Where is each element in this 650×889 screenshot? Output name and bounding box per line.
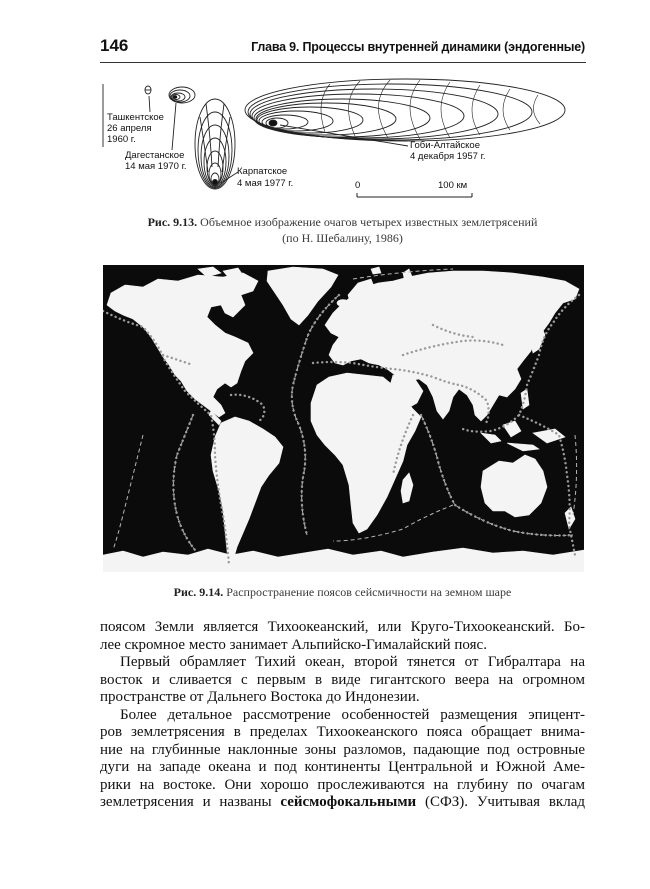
leader-line xyxy=(149,96,150,112)
label-gobi-altai xyxy=(410,140,486,162)
focus-gobi-altai xyxy=(245,79,565,141)
caption-label: Рис. 9.14. xyxy=(173,585,224,599)
text-fragment: землетрясения и названы xyxy=(100,794,281,810)
text-line: дуги на западе океана и под континенты Центральной и Южной Аме- xyxy=(100,759,585,775)
figure-9-13 xyxy=(100,72,585,202)
earthquake-foci-drawing xyxy=(100,72,585,202)
leader-line xyxy=(172,103,176,150)
scale-zero-label: 0 xyxy=(355,180,361,191)
focus-vertical xyxy=(195,99,235,189)
label-line: Ташкентское xyxy=(107,112,164,123)
body-text xyxy=(100,619,585,812)
text-line: поясом Земли является Тихоокеанский, или Круго-Тихоокеанский. Бо- xyxy=(100,619,585,635)
page-number: 146 xyxy=(100,36,129,55)
text-fragment: (СФЗ). Учитывая вклад xyxy=(416,794,585,810)
label-line: 26 апреля xyxy=(107,123,152,134)
text-line: ров землетрясения в пределах Тихоокеанского пояса обращает внима- xyxy=(100,724,585,740)
label-line: 4 декабря 1957 г. xyxy=(410,151,486,162)
label-line: Дагестанское xyxy=(125,150,185,161)
text-line: рики на востоке. Они хорошо прослеживаются на глубину по очагам xyxy=(100,776,585,793)
scale-length-label: 100 км xyxy=(438,180,468,191)
running-title: Глава 9. Процессы внутренней динамики (эндогенные) xyxy=(251,40,585,54)
label-line: Карпатское xyxy=(237,166,288,177)
label-line: 1960 г. xyxy=(107,134,136,145)
text-line: восток и сливается с первым в виде гигантского веера на огромном xyxy=(100,671,585,688)
bold-term: сейсмофокальными xyxy=(280,794,417,810)
header-rule xyxy=(100,62,586,63)
text-line-with-term xyxy=(100,794,585,812)
figure-9-14-caption xyxy=(100,584,585,600)
label-line: 4 мая 1977 г. xyxy=(237,178,294,189)
label-line: 14 мая 1970 г. xyxy=(125,161,187,172)
figure-9-13-caption xyxy=(100,214,585,246)
caption-label: Рис. 9.13. xyxy=(147,215,198,229)
leader-line xyxy=(280,125,408,146)
text-line: пространстве от Дальнего Востока до Индонезии. xyxy=(100,689,420,705)
focus-small-horizontal xyxy=(169,87,195,103)
text-line: ние на глубинные наклонные зоны разломов, падающие под островные xyxy=(100,741,585,758)
label-tashkent xyxy=(107,112,164,145)
text-line: лее скромное место занимает Альпийско-Гималайский пояс. xyxy=(100,636,487,653)
label-carpathian xyxy=(237,166,293,190)
caption-text: Объемное изображение очагов четырех известных землетрясений xyxy=(200,215,538,229)
caption-text-line2: (по Н. Шебалину, 1986) xyxy=(282,231,403,245)
caption-text: Распространение поясов сейсмичности на земном шаре xyxy=(226,585,512,599)
label-line: Гоби-Алтайское xyxy=(410,140,480,151)
text-line: Более детальное рассмотрение особенностей размещения эпицент- xyxy=(120,706,585,723)
label-dagestan xyxy=(125,150,187,172)
scale-bar xyxy=(357,193,472,197)
world-seismicity-map xyxy=(103,265,584,572)
text-line: Первый обрамляет Тихий океан, второй тянется от Гибралтара на xyxy=(120,654,585,670)
